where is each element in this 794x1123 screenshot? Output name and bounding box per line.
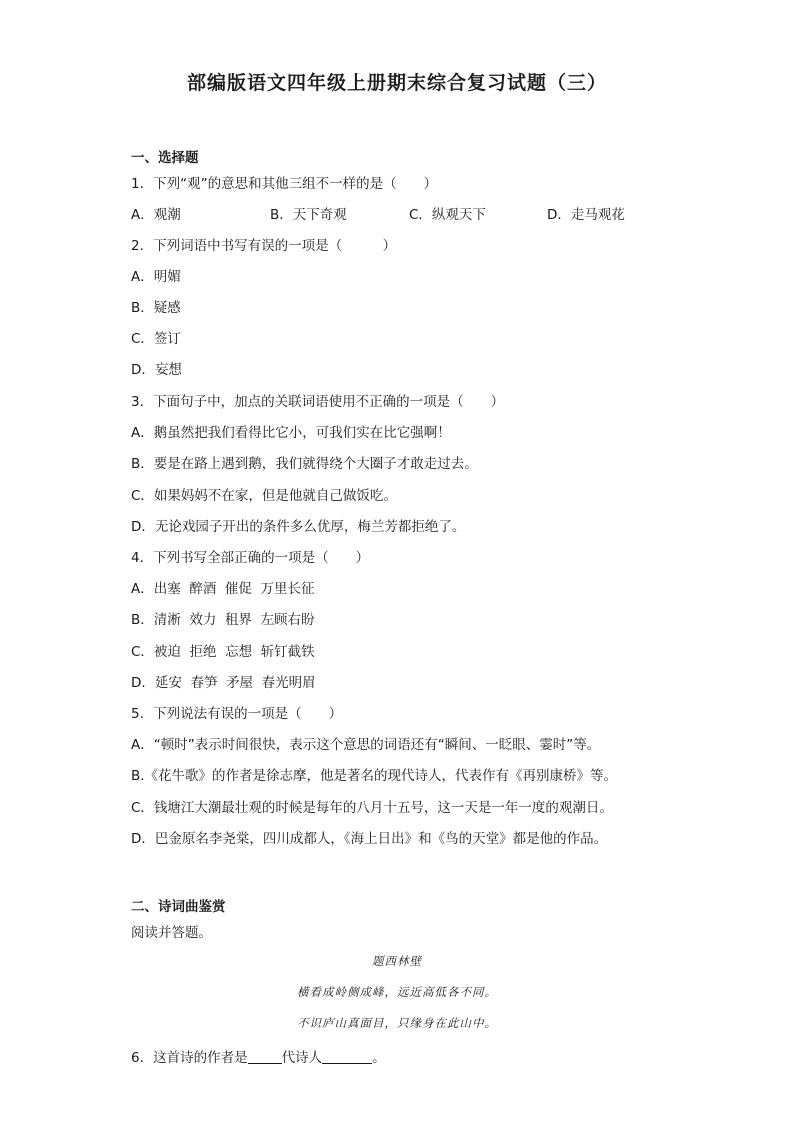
question-1-stem: 1．下列“观”的意思和其他三组不一样的是（ ）: [131, 176, 438, 192]
q1-option-b: B．天下奇观: [270, 207, 347, 223]
section-2-heading: 二、诗词曲鉴赏: [131, 899, 226, 915]
q5-option-c: C．钱塘江大潮最壮观的时候是每年的八月十五号，这一天是一年一度的观潮日。: [131, 800, 613, 816]
q4-option-d: D．延安 春笋 矛屋 春光明眉: [131, 675, 316, 691]
q3-option-d: D．无论戏园子开出的条件多么优厚，梅兰芳都拒绝了。: [131, 519, 466, 535]
q6-text-part-3: 。: [372, 1050, 386, 1066]
q2-option-a: A．明媚: [131, 269, 181, 285]
reading-instruction: 阅读并答题。: [131, 925, 212, 941]
q3-option-c: C．如果妈妈不在家，但是他就自己做饭吃。: [131, 488, 397, 504]
question-5-stem: 5．下列说法有误的一项是（ ）: [131, 706, 343, 722]
q4-option-b: B．清淅 效力 租界 左顾右盼: [131, 612, 315, 628]
q4-option-c: C．被迫 拒绝 忘想 斩钉截铁: [131, 644, 315, 660]
poem-line-1: 横看成岭侧成峰，远近高低各不同。: [297, 985, 497, 999]
q6-dynasty-blank[interactable]: [248, 1049, 282, 1064]
page-title: 部编版语文四年级上册期末综合复习试题（三）: [186, 72, 607, 94]
q2-option-d: D．妄想: [131, 362, 182, 378]
q4-option-a: A．出塞 醉酒 催促 万里长征: [131, 581, 315, 597]
q6-poet-blank[interactable]: [322, 1049, 372, 1064]
q6-text-part-1: 6．这首诗的作者是: [131, 1050, 248, 1066]
q5-option-b: B.《花牛歌》的作者是徐志摩，他是著名的现代诗人，代表作有《再别康桥》等。: [131, 768, 618, 784]
q6-text-part-2: 代诗人: [281, 1050, 323, 1066]
poem-line-2: 不识庐山真面目，只缘身在此山中。: [297, 1016, 497, 1030]
question-4-stem: 4．下列书写全部正确的一项是（ ）: [131, 550, 370, 566]
q2-option-b: B．疑感: [131, 300, 181, 316]
q1-option-c: C．纵观天下: [409, 207, 486, 223]
section-1-heading: 一、选择题: [131, 150, 199, 166]
question-2-stem: 2．下列词语中书写有误的一项是（ ）: [131, 238, 397, 254]
q5-option-d: D．巴金原名李尧棠，四川成都人，《海上日出》和《鸟的天堂》都是他的作品。: [131, 831, 608, 847]
question-3-stem: 3．下面句子中，加点的关联词语使用不正确的一项是（ ）: [131, 394, 505, 410]
q1-option-d: D．走马观花: [547, 207, 625, 223]
q3-option-b: B．要是在路上遇到鹅，我们就得绕个大圈子才敢走过去。: [131, 456, 478, 472]
poem-title: 题西林壁: [372, 954, 422, 968]
q1-option-a: A．观潮: [131, 207, 181, 223]
q2-option-c: C．签订: [131, 331, 181, 347]
q5-option-a: A．“顿时”表示时间很快，表示这个意思的词语还有“瞬间、一眨眼、霎时”等。: [131, 737, 601, 753]
q3-option-a: A．鹅虽然把我们看得比它小，可我们实在比它强啊！: [131, 425, 451, 441]
question-6: [131, 1046, 386, 1066]
